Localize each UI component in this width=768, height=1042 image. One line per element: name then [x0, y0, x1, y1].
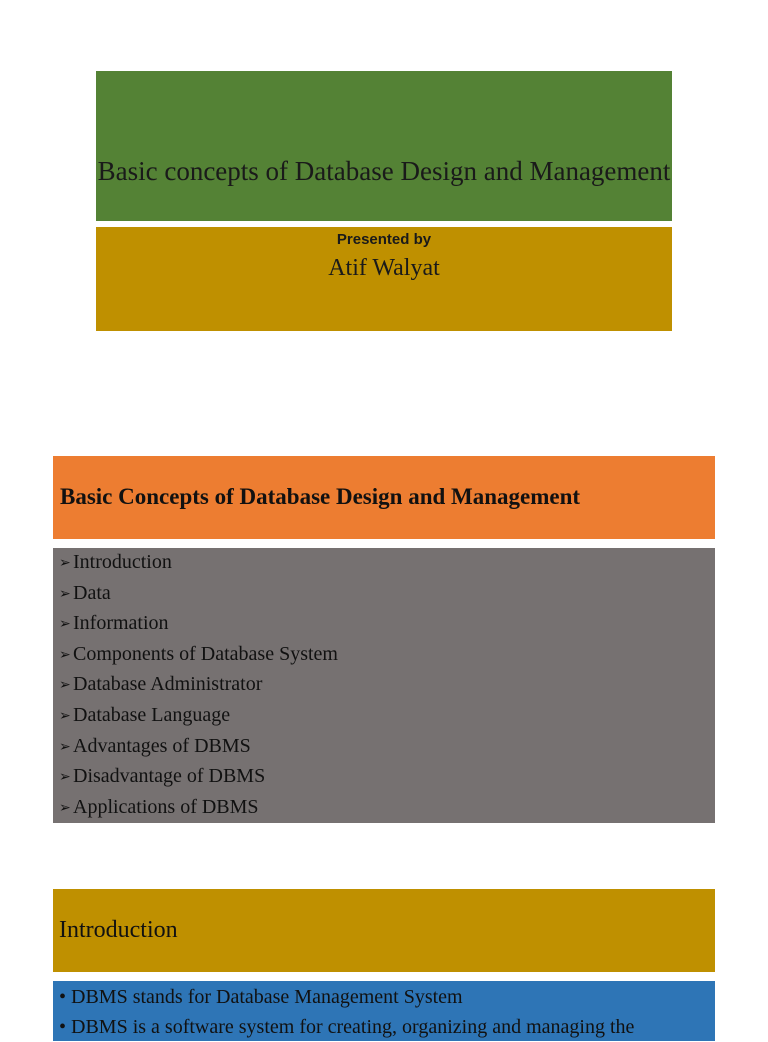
arrow-bullet-icon: ➢: [59, 769, 71, 786]
list-item: [59, 548, 338, 579]
list-item-label: Database Language: [73, 703, 231, 726]
list-item-label: Introduction: [73, 551, 172, 573]
arrow-bullet-icon: ➢: [59, 799, 71, 816]
presenter-name: Atif Walyat: [328, 255, 440, 281]
intro-bullet-list: [59, 982, 634, 1042]
arrow-bullet-icon: ➢: [59, 555, 71, 571]
list-item-label: Applications of DBMS: [73, 795, 259, 818]
contents-heading: Basic Concepts of Database Design and Management: [60, 484, 581, 509]
list-item-label: Data: [73, 581, 111, 604]
intro-slide-header: [53, 889, 715, 972]
list-item: [59, 732, 338, 763]
title-slide-header: [96, 71, 672, 221]
arrow-bullet-icon: ➢: [59, 677, 71, 694]
contents-slide-body: [53, 548, 715, 823]
list-item-label: Components of Database System: [73, 642, 338, 665]
list-item: [59, 762, 338, 793]
list-item: [59, 793, 338, 824]
list-item: [59, 640, 338, 671]
list-item: • DBMS stands for Database Management System: [59, 986, 463, 1008]
presented-by-label: Presented by: [336, 231, 432, 248]
arrow-bullet-icon: ➢: [59, 585, 71, 602]
arrow-bullet-icon: ➢: [59, 646, 71, 663]
list-item-label: Information: [73, 612, 169, 635]
list-item-label: Advantages of DBMS: [73, 734, 251, 757]
arrow-bullet-icon: ➢: [59, 707, 71, 724]
intro-slide-body: [53, 981, 715, 1041]
contents-slide-header: [53, 456, 715, 539]
arrow-bullet-icon: ➢: [59, 738, 71, 755]
list-item: [59, 579, 338, 610]
list-item-label: Disadvantage of DBMS: [73, 765, 266, 788]
list-item: • DBMS is a software system for creating, organizing and managing the: [59, 1016, 635, 1038]
list-item-label: Database Administrator: [73, 673, 263, 696]
presentation-title: Basic concepts of Database Design and Management: [97, 156, 671, 186]
contents-list: [59, 548, 338, 823]
title-slide-subtitle: [96, 227, 672, 331]
list-item: [59, 670, 338, 701]
list-item: [59, 609, 338, 640]
list-item: [59, 701, 338, 732]
arrow-bullet-icon: ➢: [59, 616, 71, 633]
intro-heading: Introduction: [59, 917, 178, 943]
